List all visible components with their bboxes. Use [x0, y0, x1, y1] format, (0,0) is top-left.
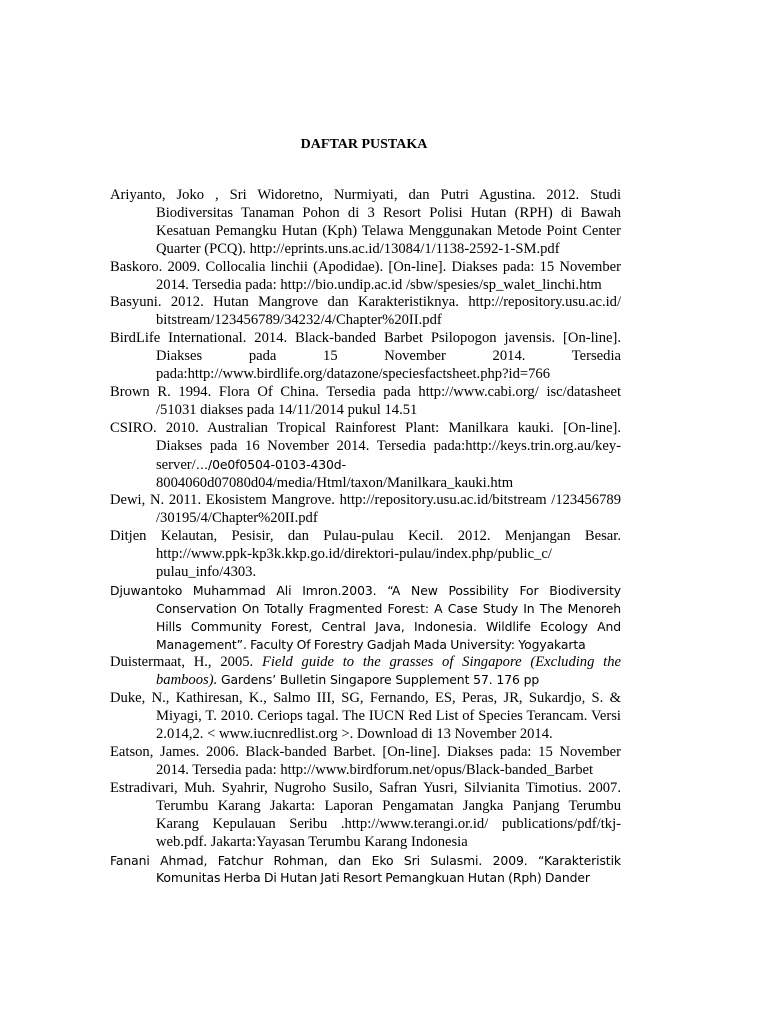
reference-text: Baskoro. 2009. Collocalia linchii (Apodidae). [On-line]. Diakses pada: 15 November 2014. Tersedia pada: http://bio.undip.ac.id /sbw/spesies/sp_walet_linchi.htm — [110, 258, 621, 293]
reference-entry — [110, 294, 621, 330]
reference-url-fragment: …/0e0f0504-0103-430d- — [195, 456, 346, 472]
reference-text: Ditjen Kelautan, Pesisir, dan Pulau-pulau Kecil. 2012. Menjangan Besar. http://www.ppk-kp3k.kkp.go.id/direktori-pulau/index.php/public_c/ pulau_info/4303. — [110, 528, 621, 581]
reference-text: CSIRO. 2010. Australian Tropical Rainforest Plant: Manilkara kauki. [On-line]. Diakses pada 16 November 2014. Tersedia pada:http://keys.trin.org.au/key-server/ — [110, 419, 621, 473]
reference-entry — [110, 330, 621, 384]
reference-text: BirdLife International. 2014. Black-banded Barbet Psilopogon javensis. [On-line]. Diakses pada 15 November 2014. Tersedia pada:http://www.birdlife.org/datazone/speciesfactsheet.php?id=766 — [110, 330, 621, 383]
reference-entry — [110, 690, 621, 744]
reference-entry — [110, 528, 621, 582]
reference-entry — [110, 420, 621, 493]
reference-entry — [110, 780, 621, 852]
reference-text: Brown R. 1994. Flora Of China. Tersedia pada http://www.cabi.org/ isc/datasheet /51031 diakses pada 14/11/2014 pukul 14.51 — [110, 383, 621, 418]
reference-text: Djuwantoko Muhammad Ali Imron.2003. “A New Possibility For Biodiversity Conservation On Totally Fragmented Forest: A Case Study In The Menoreh Hills Community Forest, Central Java, Indonesia. Wildlife Ecology And Management”. Faculty Of Forestry Gadjah Mada University: Yogyakarta — [110, 582, 621, 652]
reference-entry — [110, 582, 621, 654]
reference-text: Ariyanto, Joko , Sri Widoretno, Nurmiyati, dan Putri Agustina. 2012. Studi Biodiversitas Tanaman Pohon di 3 Resort Polisi Hutan (RPH) di Bawah Kesatuan Pemangku Hutan (Kph) Telawa Menggunakan Metode Point Center Quarter (PCQ). http://eprints.uns.ac.id/13084/1/1138-2592-1-SM.pdf — [110, 187, 621, 257]
reference-entry — [110, 654, 621, 691]
reference-entry — [110, 492, 621, 528]
reference-list — [110, 187, 621, 887]
reference-title-italic: Field guide to the grasses of Singapore (Excluding the bamboos). — [156, 653, 621, 689]
reference-text: Eatson, James. 2006. Black-banded Barbet. [On-line]. Diakses pada: 15 November 2014. Tersedia pada: http://www.birdforum.net/opus/Black-banded_Barbet — [110, 744, 621, 778]
reference-text: Estradivari, Muh. Syahrir, Nugroho Susilo, Safran Yusri, Silvianita Timotius. 2007. Terumbu Karang Jakarta: Laporan Pengamatan Jangka Panjang Terumbu Karang Kepulauan Seribu .http://www.terangi.or.id/ publications/pdf/tkj-web.pdf. Jakarta:Yayasan Terumbu Karang Indonesia — [110, 779, 621, 850]
page-title: DAFTAR PUSTAKA — [300, 137, 428, 152]
reference-entry — [110, 259, 621, 295]
reference-publisher: Gardens’ Bulletin Singapore Supplement 57. 176 pp — [217, 672, 540, 688]
reference-text: Basyuni. 2012. Hutan Mangrove dan Karakteristiknya. http://repository.usu.ac.id/ bitstream/123456789/34232/4/Chapter%20II.pdf — [110, 294, 621, 329]
reference-entry — [110, 852, 621, 888]
reference-entry — [110, 744, 621, 780]
reference-text: Duke, N., Kathiresan, K., Salmo III, SG, Fernando, ES, Peras, JR, Sukardjo, S. & Miyagi, T. 2010. Ceriops tagal. The IUCN Red List of Species Terancam. Versi 2.014,2. < www.iucnredlist.org >. Download di 13 November 2014. — [110, 690, 621, 743]
reference-entry — [110, 384, 621, 420]
reference-text: Fanani Ahmad, Fatchur Rohman, dan Eko Sri Sulasmi. 2009. “Karakteristik Komunitas Herba Di Hutan Jati Resort Pemangkuan Hutan (Rph) Dander — [110, 852, 621, 886]
reference-text: Dewi, N. 2011. Ekosistem Mangrove. http://repository.usu.ac.id/bitstream /123456789 /30195/4/Chapter%20II.pdf — [110, 492, 621, 527]
reference-url-tail: 8004060d07080d04/media/Html/taxon/Manilkara_kauki.htm — [156, 474, 514, 491]
reference-entry — [110, 187, 621, 259]
reference-text: Duistermaat, H., 2005. — [110, 653, 262, 670]
